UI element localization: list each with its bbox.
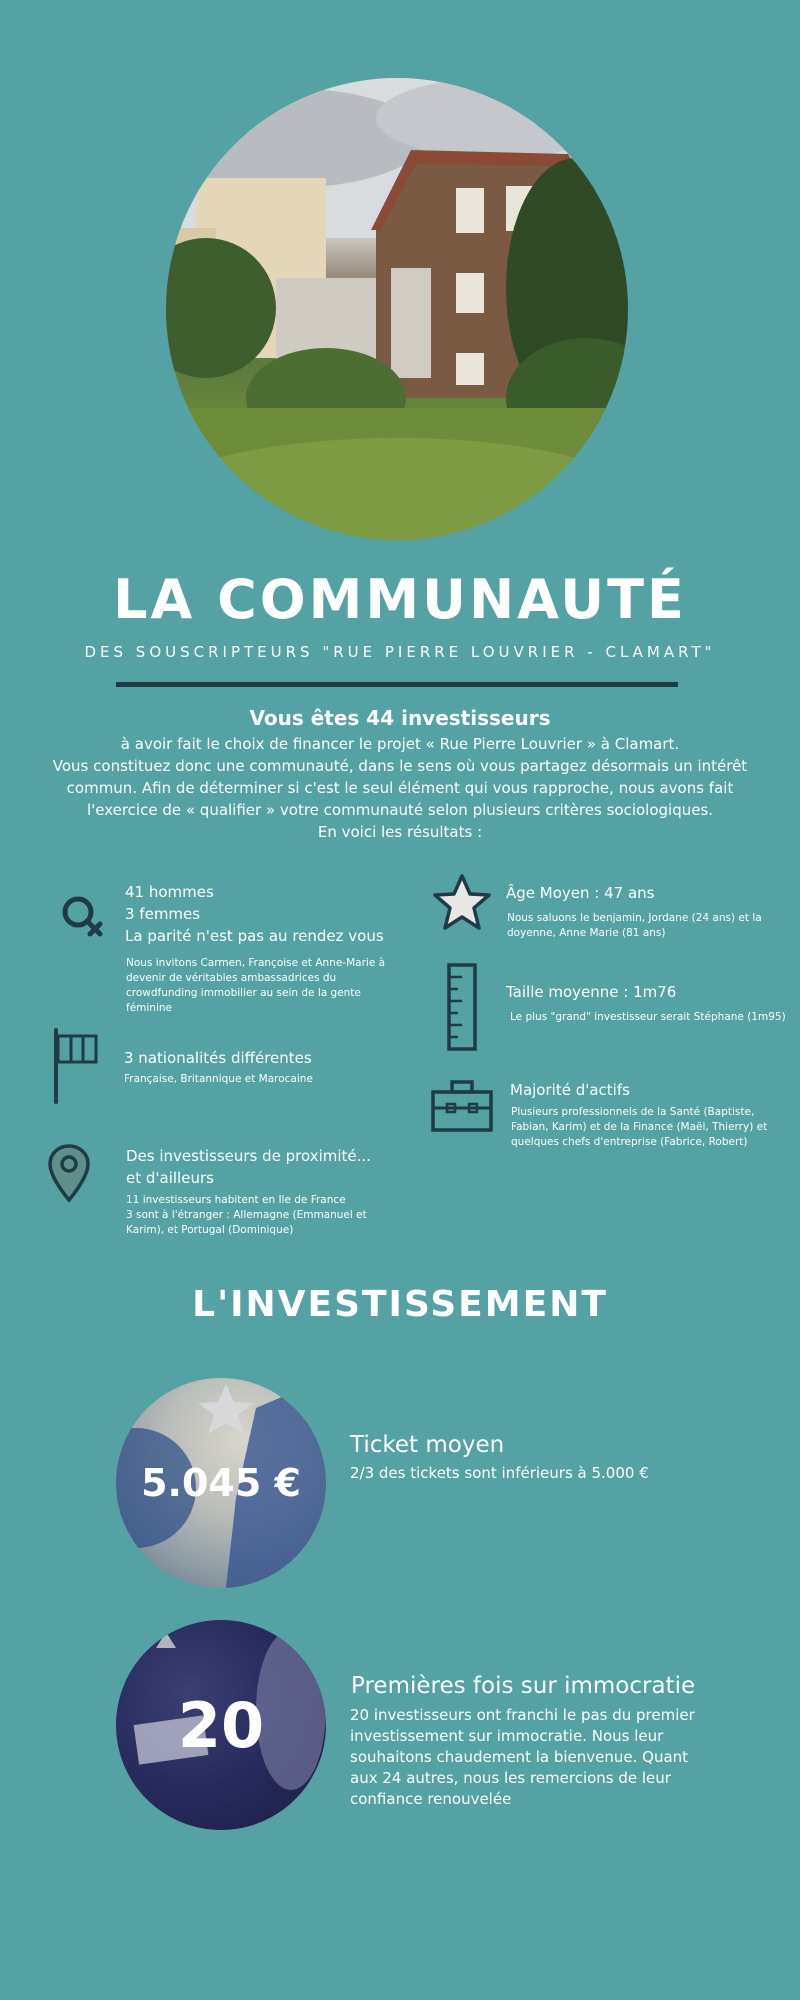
age-detail: Nous saluons le benjamin, Jordane (24 ans) et la [507, 912, 762, 924]
location-title: Des investisseurs de proximité... [126, 1147, 371, 1165]
first-time-line: aux 24 autres, nous les remercions de leur [350, 1769, 671, 1787]
age-detail: doyenne, Anne Marie (81 ans) [507, 927, 666, 939]
page-title: LA COMMUNAUTÉ [113, 568, 687, 631]
job-title: Majorité d'actifs [510, 1081, 630, 1099]
house-illustration [166, 78, 628, 540]
nationality-title: 3 nationalités différentes [124, 1049, 312, 1067]
location-detail: Karim), et Portugal (Dominique) [126, 1224, 294, 1236]
first-time-line: confiance renouvelée [350, 1790, 512, 1808]
job-detail: Fabian, Karim) et de la Finance (Maël, Thierry) et [511, 1121, 768, 1133]
location-detail: 3 sont à l'étranger : Allemagne (Emmanuel et [126, 1209, 367, 1221]
gender-symbol-icon [56, 890, 108, 942]
intro-title: Vous êtes 44 investisseurs [249, 706, 551, 730]
height-title: Taille moyenne : 1m76 [506, 983, 677, 1001]
location-detail: 11 investisseurs habitent en Ile de France [126, 1194, 346, 1206]
ruler-icon [446, 962, 478, 1052]
title-divider [116, 682, 678, 687]
first-time-title: Premières fois sur immocratie [351, 1673, 696, 1699]
investment-section-title: L'INVESTISSEMENT [192, 1284, 608, 1325]
first-time-value: 20 [177, 1688, 265, 1762]
job-detail: quelques chefs d'entreprise (Fabrice, Robert) [511, 1136, 748, 1148]
first-time-line: investissement sur immocratie. Nous leur [350, 1727, 664, 1745]
star-icon [431, 872, 493, 934]
first-time-line: souhaitons chaudement la bienvenue. Quant [350, 1748, 689, 1766]
gender-women: 3 femmes [125, 905, 201, 923]
intro-line: commun. Afin de déterminer si c'est le seul élément qui vous rapproche, nous avons fait [66, 779, 734, 797]
gender-detail: devenir de véritables ambassadrices du [126, 972, 337, 984]
first-time-circle [116, 1620, 326, 1830]
ticket-title: Ticket moyen [350, 1432, 505, 1458]
gender-detail: Nous invitons Carmen, Françoise et Anne-Marie à [126, 957, 386, 969]
gender-detail: crowdfunding immobilier au sein de la gente [126, 987, 361, 999]
age-title: Âge Moyen : 47 ans [506, 884, 655, 902]
intro-line: l'exercice de « qualifier » votre communauté selon plusieurs critères sociologiques. [86, 801, 714, 819]
job-detail: Plusieurs professionnels de la Santé (Baptiste, [511, 1106, 755, 1118]
gender-men: 41 hommes [125, 883, 214, 901]
intro-line: Vous constituez donc une communauté, dans le sens où vous partagez désormais un intérêt [52, 757, 748, 775]
nationality-detail: Française, Britannique et Marocaine [124, 1073, 313, 1085]
location-title-2: et d'ailleurs [126, 1169, 214, 1187]
first-time-line: 20 investisseurs ont franchi le pas du premier [350, 1706, 695, 1724]
gender-parity: La parité n'est pas au rendez vous [125, 927, 384, 945]
intro-line: à avoir fait le choix de financer le projet « Rue Pierre Louvrier » à Clamart. [120, 735, 680, 753]
gender-detail: féminine [126, 1002, 172, 1014]
ticket-value: 5.045 € [141, 1461, 301, 1505]
ticket-circle [116, 1378, 326, 1588]
hero-photo [166, 78, 628, 540]
briefcase-icon [430, 1078, 494, 1134]
page-subtitle: DES SOUSCRIPTEURS "RUE PIERRE LOUVRIER - CLAMART" [84, 643, 716, 661]
intro-line: En voici les résultats : [317, 823, 483, 841]
height-detail: Le plus "grand" investisseur serait Stéphane (1m95) [510, 1011, 786, 1023]
ticket-text: 2/3 des tickets sont inférieurs à 5.000 € [350, 1464, 649, 1482]
map-pin-icon [46, 1142, 92, 1204]
flag-icon [50, 1026, 100, 1104]
